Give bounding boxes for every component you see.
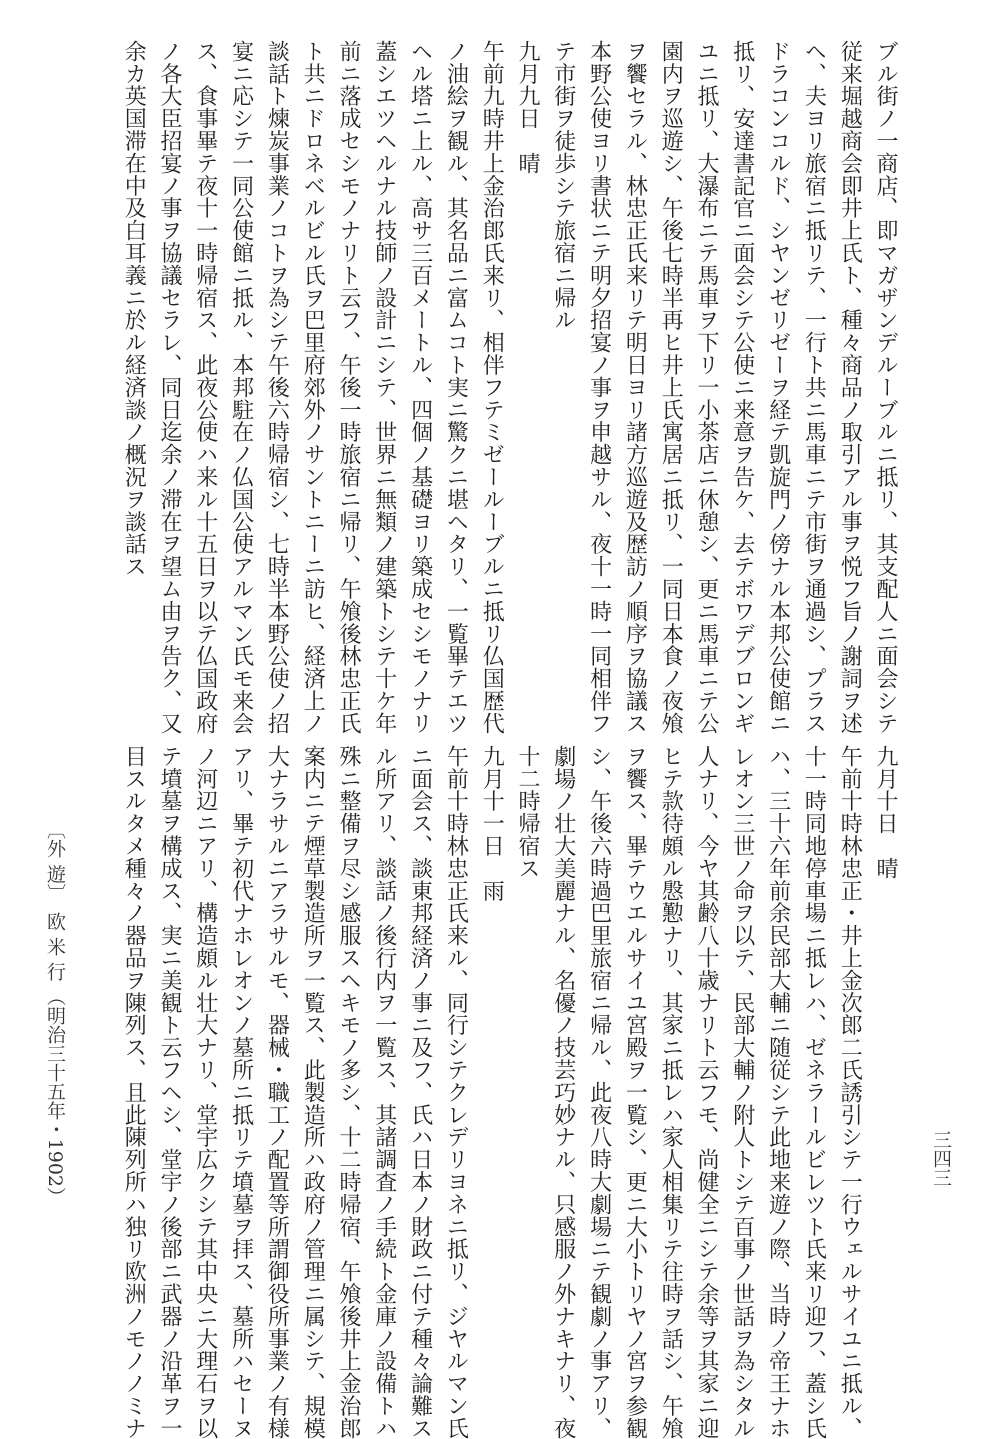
text-column: 十一時同地停車場ニ抵レハ、ゼネラールビレツト氏来リ迎フ、蓋シ氏: [801, 745, 827, 1439]
text-column: ノ油絵ヲ観ル、其名品ニ富ムコト実ニ驚クニ堪ヘタリ、一覧畢テエツ: [443, 40, 469, 735]
text-column: ル所アリ、談話ノ後行内ヲ一覧ス、其諸調査ノ手続ト金庫ノ設備トハ: [371, 745, 397, 1439]
text-column: ヘ、夫ヨリ旅宿ニ抵リテ、一行ト共ニ馬車ニテ市街ヲ通過シ、プラス: [801, 40, 827, 735]
text-column: 従来堀越商会即井上氏ト、種々商品ノ取引アル事ヲ悦フ旨ノ謝詞ヲ述: [837, 40, 863, 735]
text-column: 劇場ノ壮大美麗ナル、名優ノ技芸巧妙ナル、只感服ノ外ナキナリ、夜: [550, 745, 576, 1439]
text-column: 午前十時林忠正氏来ル、同行シテクレデリヨネニ抵リ、ジヤルマン氏: [443, 745, 469, 1439]
text-column: アリ、畢テ初代ナホレオンノ墓所ニ抵リテ墳墓ヲ拝ス、墓所ハセーヌ: [228, 745, 254, 1439]
text-column: 目スルタメ種々ノ器品ヲ陳列ス、且此陳列所ハ独リ欧洲ノモノノミナ: [121, 745, 147, 1439]
text-column: ユニ抵リ、大瀑布ニテ馬車ヲ下リ一小茶店ニ休憩シ、更ニ馬車ニテ公: [694, 40, 719, 735]
text-column: ヲ饗ス、畢テウエルサイユ宮殿ヲ一覧シ、更ニ大小トリヤノ宮ヲ参観: [622, 745, 648, 1439]
text-column: テ墳墓ヲ構成ス、実ニ美観ト云フヘシ、堂宇ノ後部ニ武器ノ沿革ヲ一: [157, 745, 182, 1439]
text-column: 九月十日 晴: [873, 745, 898, 880]
text-column: ヒテ款待頗ル慇懃ナリ、其家ニ抵レハ家人相集リテ往時ヲ話シ、午飧: [658, 745, 684, 1439]
text-column: ノ各大臣招宴ノ事ヲ協議セラレ、同日迄余ノ滞在ヲ望ム由ヲ告ク、又: [157, 40, 182, 735]
text-column: ドラコンコルド、シヤンゼリゼーヲ経テ凱旋門ノ傍ナル本邦公使館ニ: [765, 40, 791, 735]
text-column: レオン三世ノ命ヲ以テ、民部大輔ノ附人トシテ百事ノ世話ヲ為シタル: [729, 745, 755, 1439]
text-column: ニ面会ス、談東邦経済ノ事ニ及フ、氏ハ日本ノ財政ニ付テ種々論難ス: [407, 745, 433, 1439]
text-column: 案内ニテ煙草製造所ヲ一覧ス、此製造所ハ政府ノ管理ニ属シテ、規模: [300, 745, 326, 1439]
running-footer: 〔外 遊〕 欧 米 行 （明治三十五年・1902）: [44, 820, 66, 1207]
text-column: ハ、三十六年前余民部大輔ニ随従シテ此地来遊ノ際、当時ノ帝王ナホ: [765, 745, 791, 1439]
text-column: ノ河辺ニアリ、構造頗ル壮大ナリ、堂宇広クシテ其中央ニ大理石ヲ以: [192, 745, 218, 1439]
text-column: ブル街ノ一商店、即マガザンデルーブルニ抵リ、其支配人ニ面会シテ: [873, 40, 898, 735]
text-column: 九月十一日 雨: [479, 745, 505, 902]
text-column: 午前九時井上金治郎氏来リ、相伴フテミゼールーブルニ抵リ仏国歴代: [479, 40, 505, 735]
text-column: 大ナラサルニアラサルモ、器械・職工ノ配置等所謂御役所事業ノ有様: [264, 745, 290, 1439]
text-column: 人ナリ、今ヤ其齢八十歳ナリト云フモ、尚健全ニシテ余等ヲ其家ニ迎: [694, 745, 719, 1439]
text-column: テ市街ヲ徒歩シテ旅宿ニ帰ル: [550, 40, 576, 332]
text-column: 宴ニ応シテ一同公使館ニ抵ル、本邦駐在ノ仏国公使アルマン氏モ来会: [228, 40, 254, 735]
text-column: 本野公使ヨリ書状ニテ明夕招宴ノ事ヲ申越サル、夜十一時一同相伴フ: [586, 40, 612, 735]
text-column: ヘル塔ニ上ル、高サ三百メートル、四個ノ基礎ヨリ築成セシモノナリ: [407, 40, 433, 735]
text-column: ス、食事畢テ夜十一時帰宿ス、此夜公使ハ来ル十五日ヲ以テ仏国政府: [192, 40, 218, 735]
text-column: 前ニ落成セシモノナリト云フ、午後一時旅宿ニ帰リ、午飧後林忠正氏: [336, 40, 361, 735]
text-column: 十二時帰宿ス: [515, 745, 540, 880]
text-column: ト共ニドロネベルビル氏ヲ巴里府郊外ノサントニーニ訪ヒ、経済上ノ: [300, 40, 326, 735]
text-column: 午前十時林忠正・井上金次郎二氏誘引シテ一行ウェルサイユニ抵ル、: [837, 745, 863, 1439]
text-column: 殊ニ整備ヲ尽シ感服スヘキモノ多シ、十二時帰宿、午飧後井上金治郎: [336, 745, 361, 1439]
page-number: 三四三: [930, 1130, 952, 1187]
text-column: 蓋シエツヘルナル技師ノ設計ニシテ、世界ニ無類ノ建築トシテ十ケ年: [371, 40, 397, 735]
text-column: ヲ饗セラル、林忠正氏来リテ明日ヨリ諸方巡遊及歴訪ノ順序ヲ協議ス: [622, 40, 648, 735]
text-column: 談話ト煉炭事業ノコトヲ為シテ午後六時帰宿シ、七時半本野公使ノ招: [264, 40, 290, 735]
text-column: 余カ英国滞在中及白耳義ニ於ル経済談ノ概況ヲ談話ス: [121, 40, 147, 578]
text-column: 園内ヲ巡遊シ、午後七時半再ヒ井上氏寓居ニ抵リ、一同日本食ノ夜飧: [658, 40, 684, 735]
text-column: 抵リ、安達書記官ニ面会シテ公使ニ来意ヲ告ケ、去テボワデブロンギ: [729, 40, 755, 735]
text-column: シ、午後六時過巴里旅宿ニ帰ル、此夜八時大劇場ニテ観劇ノ事アリ、: [586, 745, 612, 1439]
text-column: 九月九日 晴: [515, 40, 540, 175]
